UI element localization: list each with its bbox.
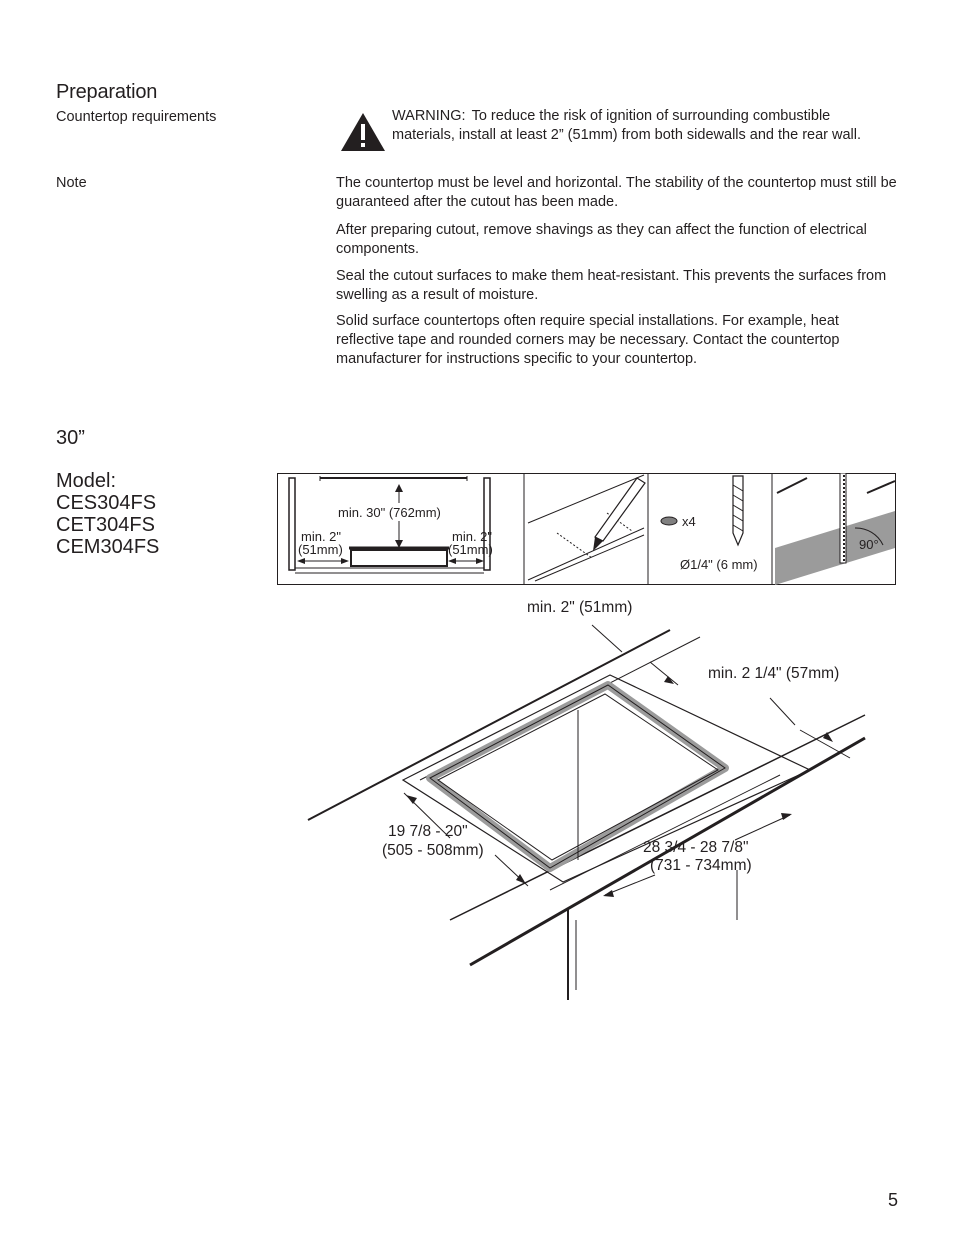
min-left-label: min. 2" <box>301 529 342 544</box>
saw-panel <box>775 473 895 585</box>
width-inch-label: 19 7/8 - 20" <box>388 823 468 840</box>
front-min-label: min. 2 1/4" (57mm) <box>708 665 840 682</box>
warning-label: WARNING: <box>392 108 466 124</box>
angle-label: 90° <box>859 537 879 552</box>
model-number-1: CES304FS <box>56 492 157 514</box>
rear-min-label: min. 2" (51mm) <box>527 599 633 616</box>
cutout-dimensions-diagram <box>300 590 880 1010</box>
drill-size-label: Ø1/4" (6 mm) <box>680 557 758 572</box>
warning-text: To reduce the risk of ignition of surrounding combustible materials, install at least 2” (51mm) from both sidewalls and the rear wall. <box>392 108 862 143</box>
min-left-mm-label: (51mm) <box>298 542 343 557</box>
size-heading: 30” <box>56 427 85 449</box>
screws-label: x4 <box>682 514 696 529</box>
marking-panel <box>528 475 645 581</box>
note-paragraph-2: After preparing cutout, remove shavings as they can affect the function of electrical components. <box>336 222 867 257</box>
countertop-requirements-label: Countertop requirements <box>56 109 217 125</box>
depth-inch-label: 28 3/4 - 28 7/8" <box>643 839 749 856</box>
note-paragraph-3: Seal the cutout surfaces to make them heat-resistant. This prevents the surfaces from swelling as a result of moisture. <box>336 268 887 303</box>
warning-triangle-icon <box>340 112 386 152</box>
model-number-2: CET304FS <box>56 514 155 536</box>
clearance-panel <box>289 476 493 573</box>
note-label: Note <box>56 175 87 191</box>
note-paragraph-4: Solid surface countertops often require special installations. For example, heat reflective tape and rounded corners may be necessary. Contact the countertop manufacturer for instructions specific to your countertop. <box>336 313 840 367</box>
width-mm-label: (505 - 508mm) <box>382 842 484 859</box>
min-right-mm-label: (51mm) <box>448 542 493 557</box>
depth-mm-label: (731 - 734mm) <box>650 857 752 874</box>
warning-text-block <box>392 107 892 145</box>
drill-panel <box>661 476 758 572</box>
page-heading: Preparation <box>56 81 158 103</box>
min-top-label: min. 30" (762mm) <box>338 505 441 520</box>
model-label: Model: <box>56 470 117 492</box>
model-number-3: CEM304FS <box>56 536 160 558</box>
installation-steps-figure <box>277 473 896 585</box>
page-number: 5 <box>887 1190 898 1210</box>
min-right-label: min. 2" <box>452 529 493 544</box>
note-paragraph-1: The countertop must be level and horizontal. The stability of the countertop must still be guaranteed after the cutout has been made. <box>336 175 897 210</box>
